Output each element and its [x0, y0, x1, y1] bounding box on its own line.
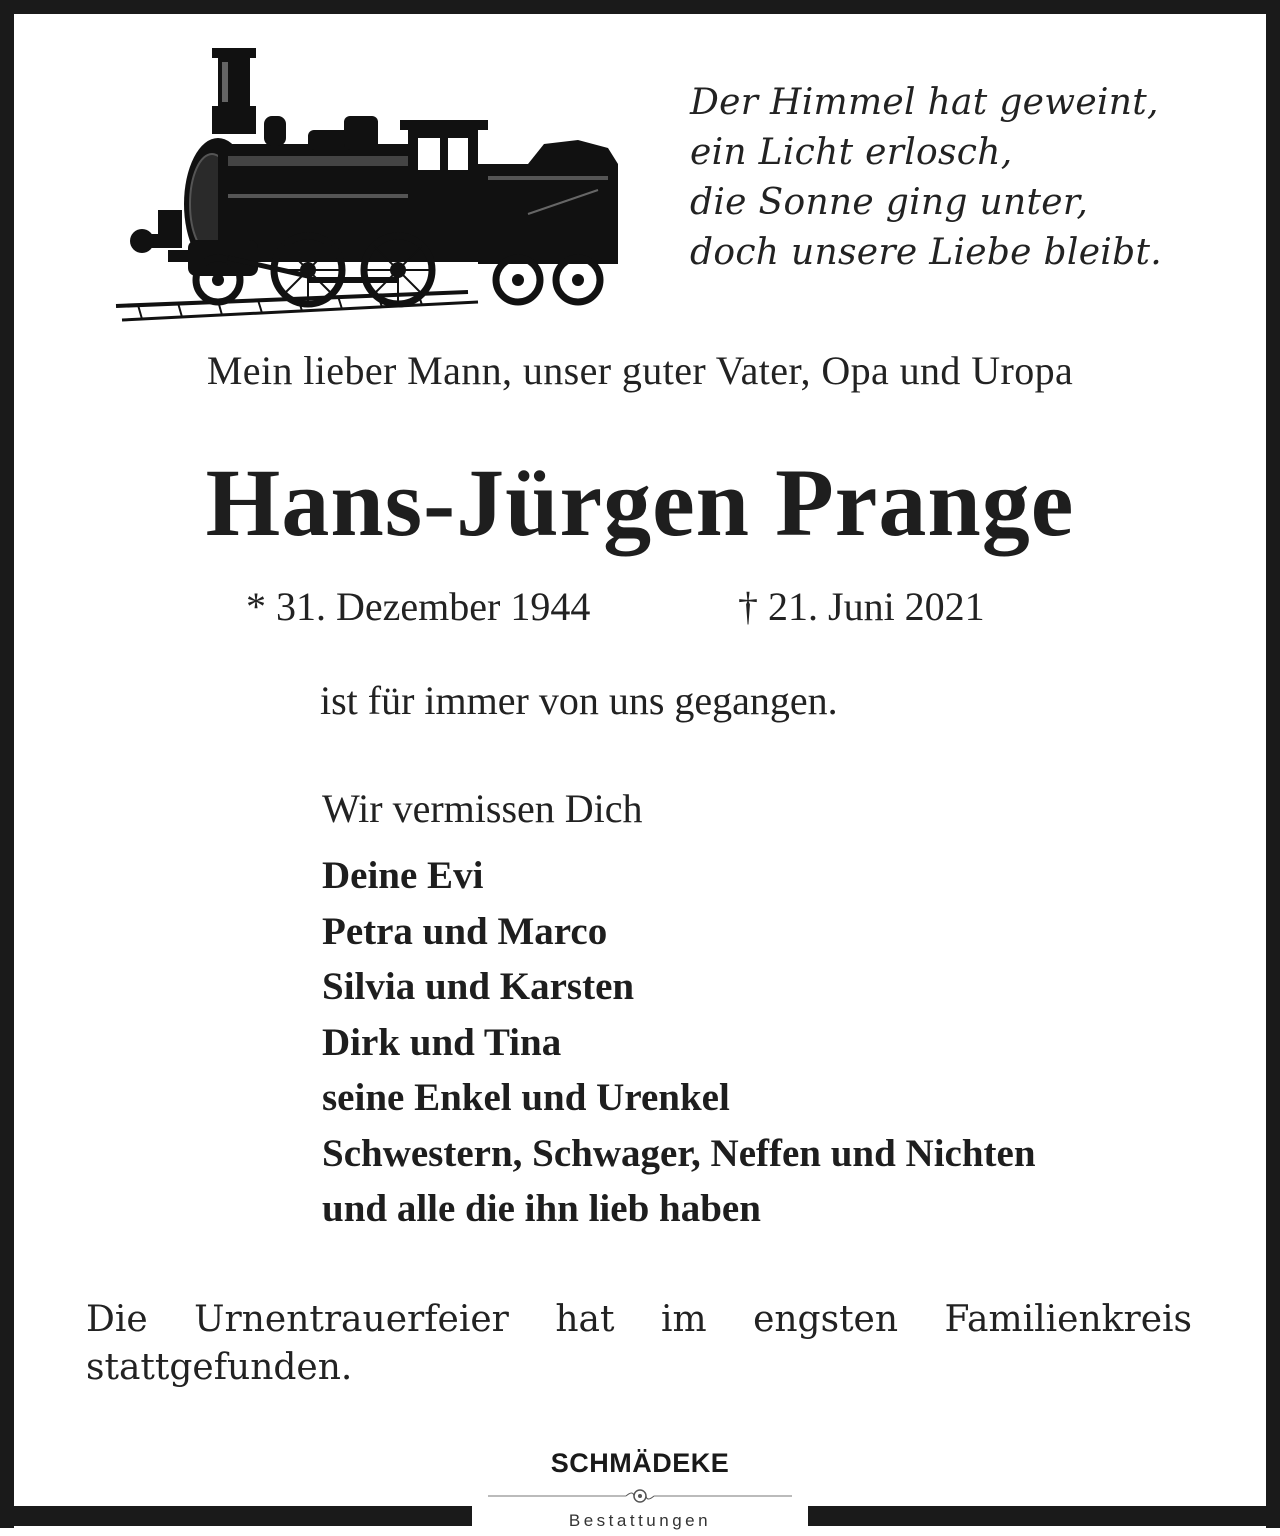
funeral-home-name: SCHMÄDEKE — [550, 1448, 730, 1478]
mourner-item: Schwestern, Schwager, Neffen und Nichten — [322, 1131, 1036, 1175]
poem-line: die Sonne ging unter, — [690, 182, 1089, 223]
ornament-divider-icon — [488, 1488, 792, 1504]
frame-right-border — [1266, 0, 1280, 1528]
mourner-item: Silvia und Karsten — [322, 965, 635, 1008]
frame-left-border — [0, 0, 14, 1528]
frame-bottom-right-border — [808, 1506, 1280, 1526]
deceased-name: Hans-Jürgen Prange — [205, 449, 1075, 556]
poem-line: ein Licht erlosch, — [690, 132, 1013, 173]
frame-top-border — [0, 0, 1280, 14]
ceremony-notice: Die Urnentrauerfeier hat im engsten Familienkreis stattgefunden. — [86, 1299, 1192, 1388]
passed-text: ist für immer von uns gegangen. — [320, 678, 838, 723]
poem — [690, 78, 1250, 278]
poem-line: doch unsere Liebe bleibt. — [690, 232, 1162, 273]
mourner-item: Deine Evi — [322, 854, 484, 897]
mourner-item: seine Enkel und Urenkel — [322, 1076, 730, 1119]
poem-line: Der Himmel hat geweint, — [690, 82, 1159, 123]
mourner-item: Petra und Marco — [322, 909, 608, 953]
miss-text: Wir vermissen Dich — [322, 786, 643, 831]
steam-locomotive-icon — [108, 44, 628, 334]
funeral-home-subtitle: Bestattungen — [568, 1511, 712, 1530]
intro-text: Mein lieber Mann, unser guter Vater, Opa und Uropa — [206, 348, 1074, 393]
death-date: † 21. Juni 2021 — [738, 584, 985, 629]
mourner-item: Dirk und Tina — [322, 1020, 562, 1064]
mourners-list — [322, 848, 1036, 1237]
funeral-home-logo — [488, 1440, 792, 1536]
birth-date: * 31. Dezember 1944 — [246, 584, 591, 629]
frame-bottom-left-border — [0, 1506, 472, 1526]
mourner-item: und alle die ihn lieb haben — [322, 1187, 761, 1230]
